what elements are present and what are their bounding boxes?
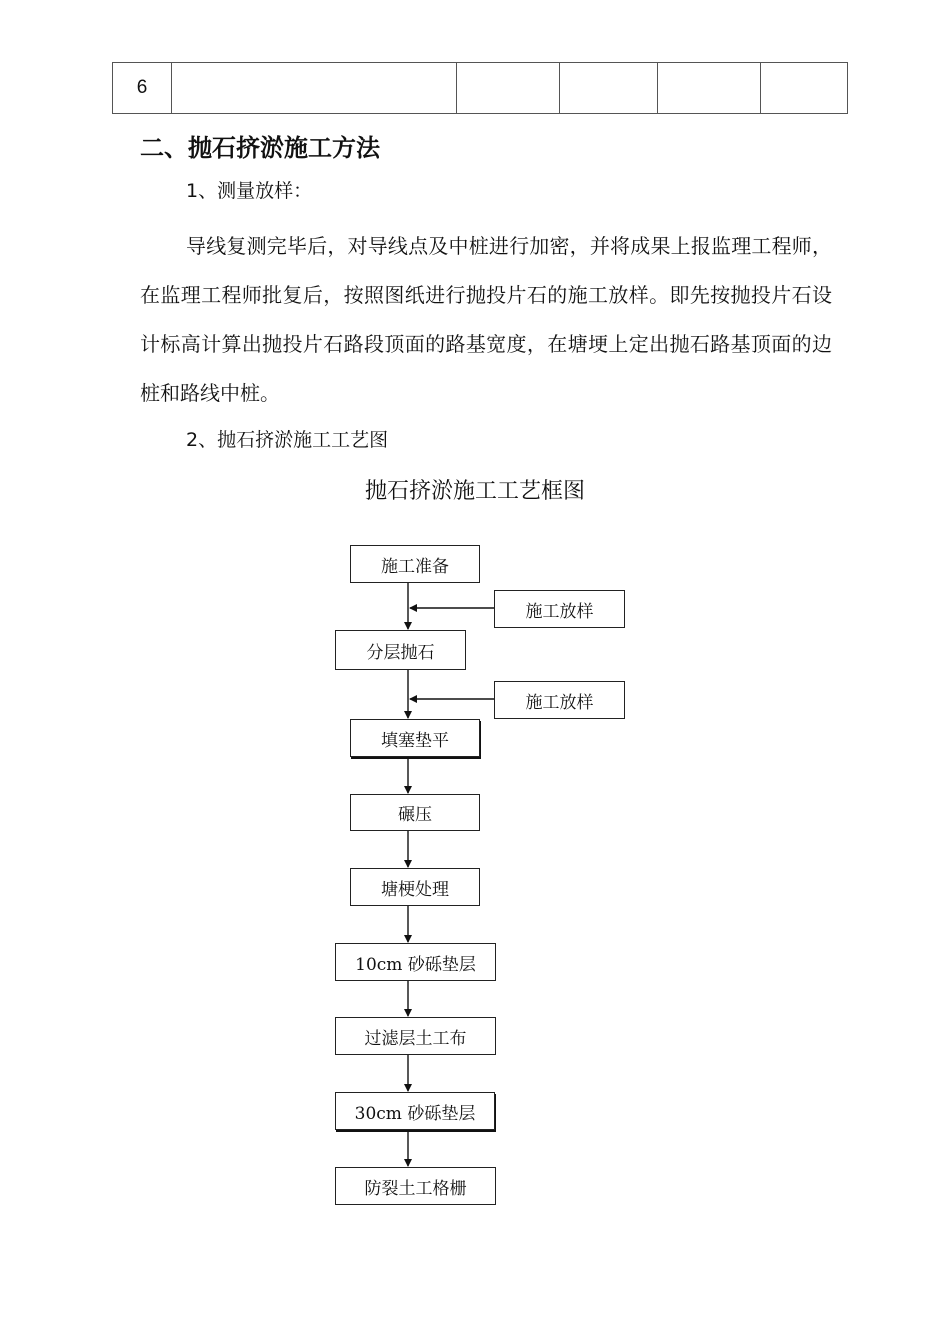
flow-side-survey-2: 施工放样 xyxy=(494,681,625,719)
item2-heading: 2、抛石挤淤施工工艺图 xyxy=(186,429,389,451)
flow-side-survey-1: 施工放样 xyxy=(494,590,625,628)
flow-step-fill-level: 填塞垫平 xyxy=(350,719,480,757)
item1-paragraph: 导线复测完毕后，对导线点及中桩进行加密，并将成果上报监理工程师，在监理工程师批复后，按照图纸进行抛投片石的施工放样。即先按抛投片石设计标高计算出抛投片石路段顶面的路基宽度，在塘埂上定出抛石路基顶面的边桩和路线中桩。 xyxy=(140,234,832,405)
flow-step-prepare: 施工准备 xyxy=(350,545,480,583)
flow-step-dike-treatment: 塘梗处理 xyxy=(350,868,480,906)
flow-step-compact: 碾压 xyxy=(350,794,480,831)
flow-step-gravel-10cm: 10cm 砂砾垫层 xyxy=(335,943,496,981)
item1-heading: 1、测量放样： xyxy=(186,180,313,202)
flow-step-layered-riprap: 分层抛石 xyxy=(335,630,466,670)
section-title: 二、抛石挤淤施工方法 xyxy=(140,134,380,162)
row-number-cell: 6 xyxy=(113,63,172,114)
flowchart-title: 抛石挤淤施工工艺框图 xyxy=(364,479,585,504)
flow-step-geogrid: 防裂土工格栅 xyxy=(335,1167,496,1205)
flow-step-geotextile: 过滤层土工布 xyxy=(335,1017,496,1055)
flow-step-gravel-30cm: 30cm 砂砾垫层 xyxy=(335,1092,495,1130)
